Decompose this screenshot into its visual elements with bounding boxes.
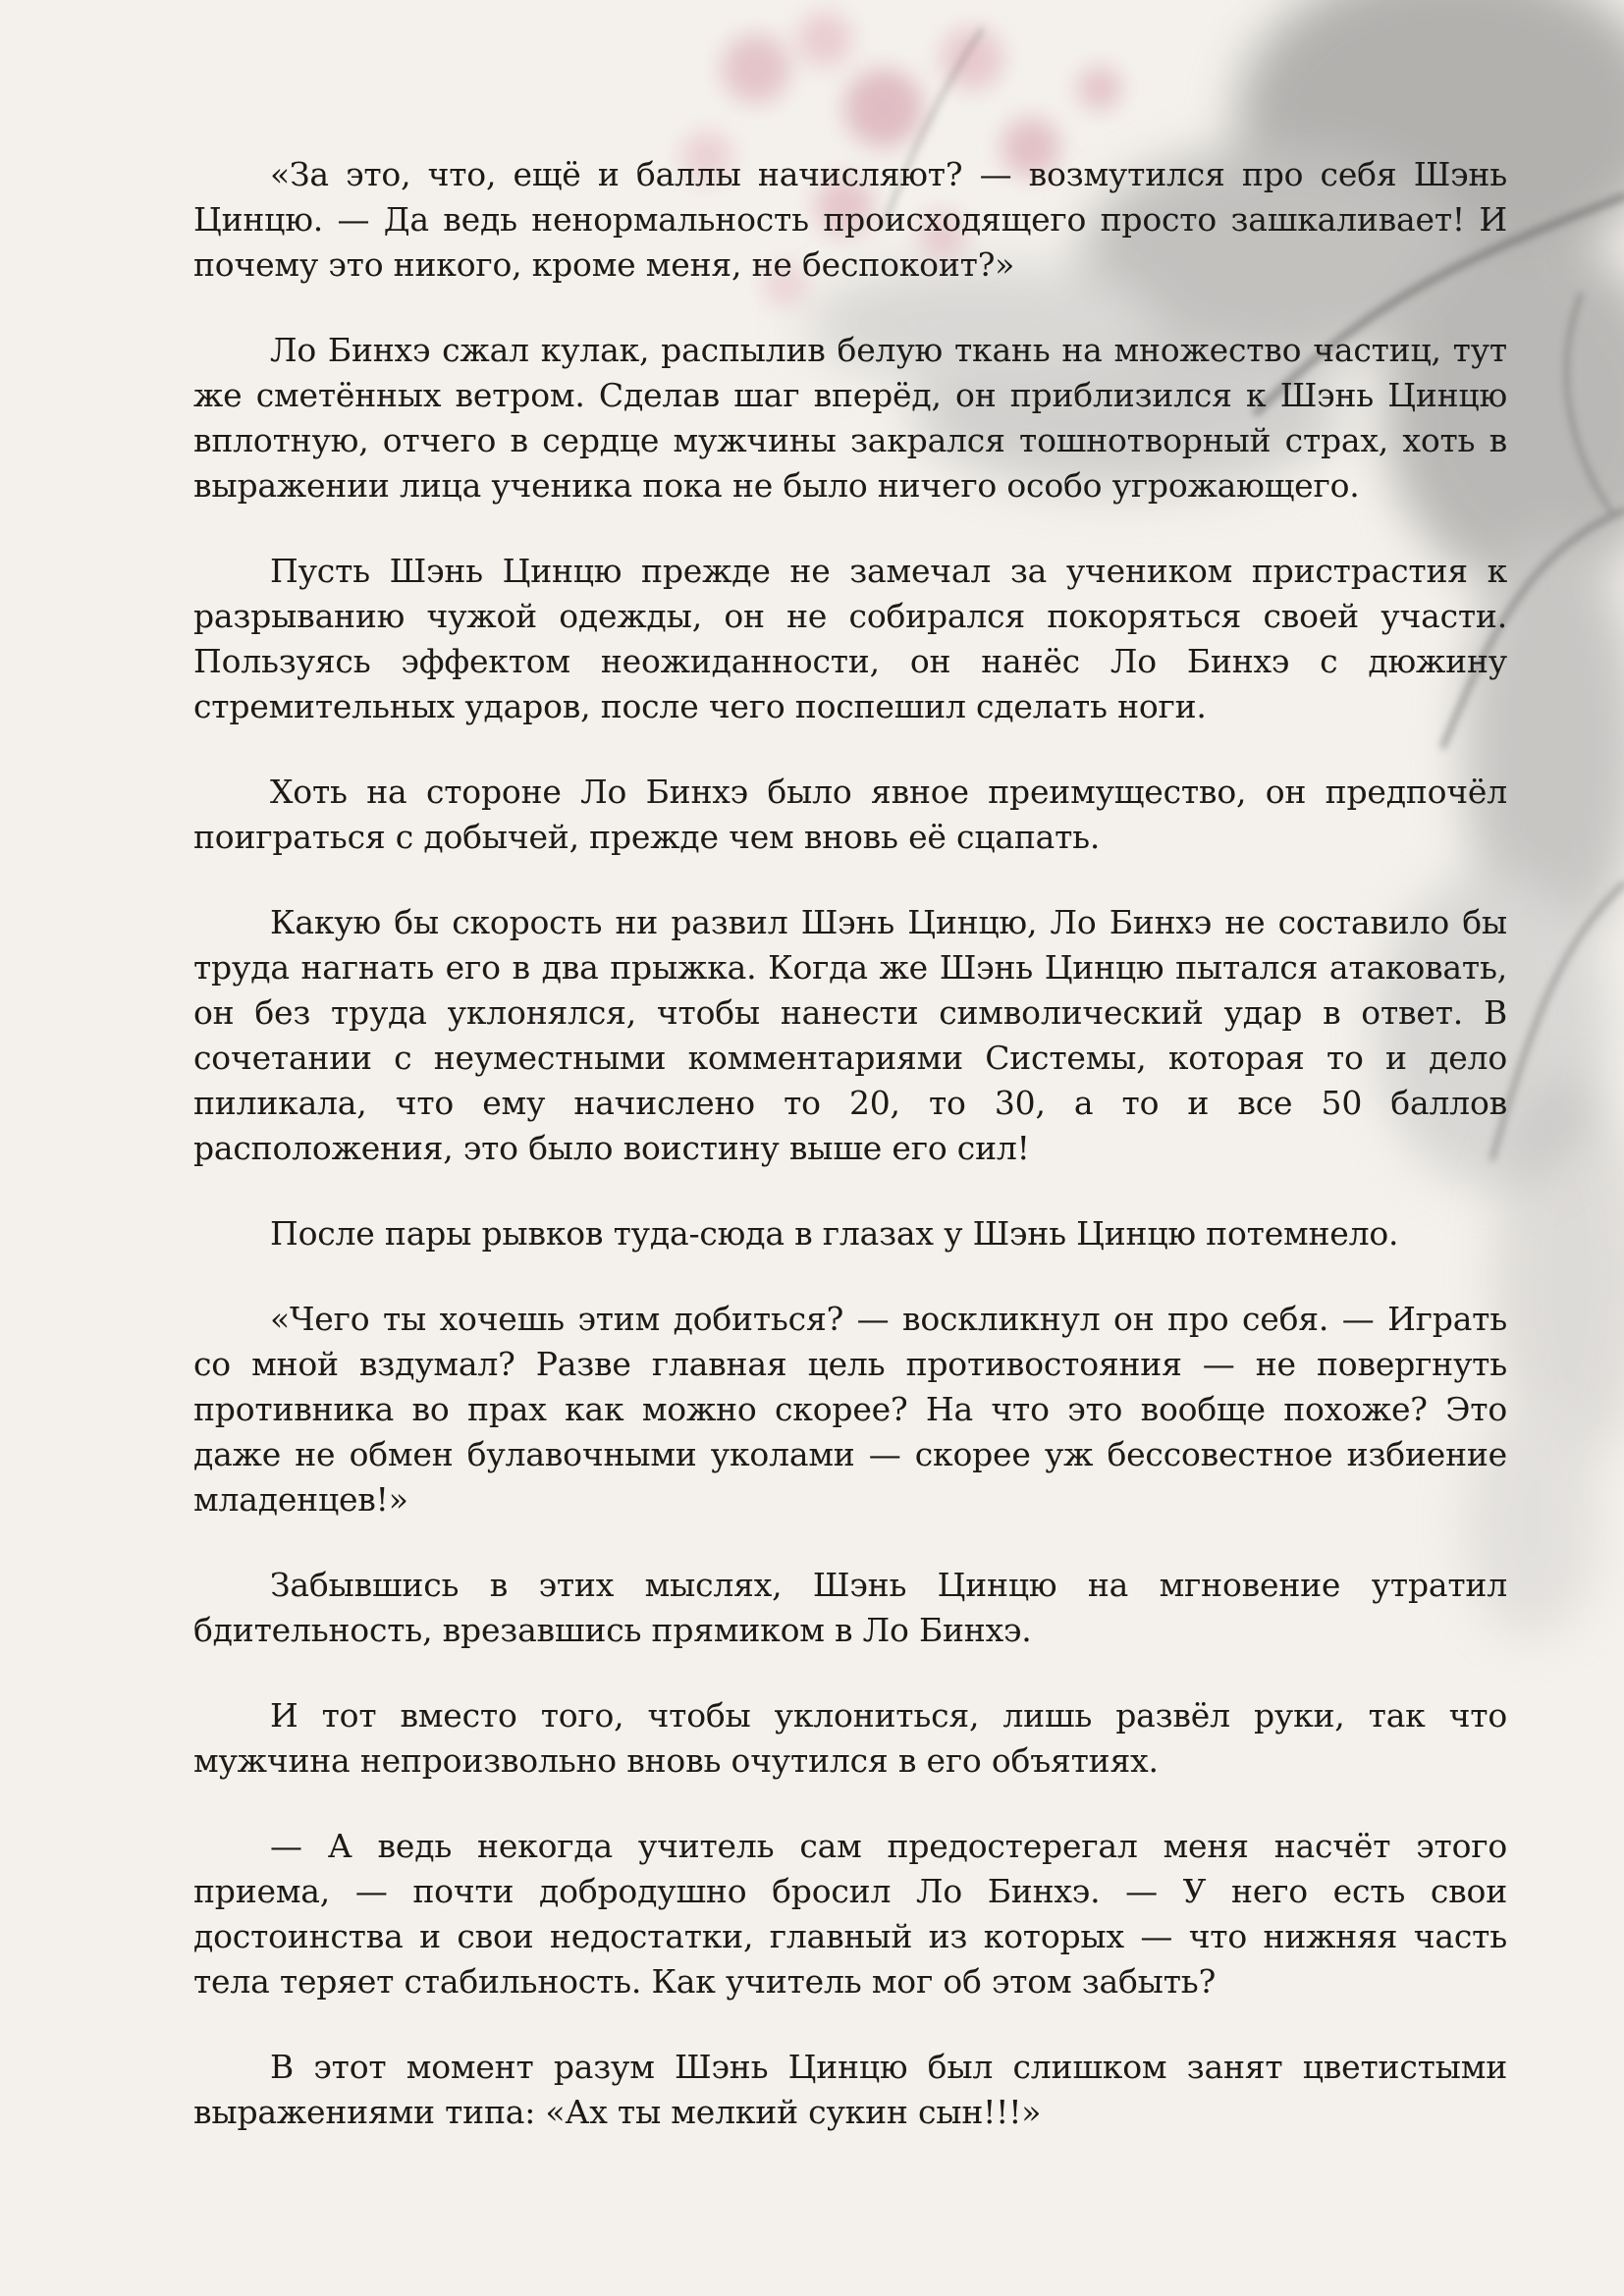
paragraph: После пары рывков туда-сюда в глазах у Шэнь Цинцю потемнело. <box>270 1214 1399 1253</box>
paragraph: «Чего ты хочешь этим добиться? — воскликнул он про себя. — Играть со мной вздумал? Разве главная цель противостояния — не повергнуть противника во прах как можно скорее? На что это вообще похоже? Это даже не обмен булавочными уколами — скорее уж бессовестное избиение младенцев!» <box>193 1300 1507 1519</box>
paragraph: Пусть Шэнь Цинцю прежде не замечал за учеником пристрастия к разрыванию чужой одежды, он не собирался покоряться своей участи. Пользуясь эффектом неожиданности, он нанёс Ло Бинхэ с дюжину стремительных ударов, после чего поспешил сделать ноги. <box>193 552 1507 725</box>
paragraph: Какую бы скорость ни развил Шэнь Цинцю, Ло Бинхэ не составило бы труда нагнать его в два прыжка. Когда же Шэнь Цинцю пытался атаковать, он без труда уклонялся, чтобы нанести символический удар в ответ. В сочетании с неуместными комментариями Системы, которая то и дело пиликала, что ему начислено то 20, то 30, а то и все 50 баллов расположения, это было воистину выше его сил! <box>193 903 1507 1167</box>
paragraph: — А ведь некогда учитель сам предостерегал меня насчёт этого приема, — почти добродушно бросил Ло Бинхэ. — У него есть свои достоинства и свои недостатки, главный из которых — что нижняя часть тела теряет стабильность. Как учитель мог об этом забыть? <box>193 1827 1507 2001</box>
paragraph: Забывшись в этих мыслях, Шэнь Цинцю на мгновение утратил бдительность, врезавшись прямиком в Ло Бинхэ. <box>193 1566 1507 1649</box>
text-body <box>193 152 1507 2175</box>
paragraph: «За это, что, ещё и баллы начисляют? — возмутился про себя Шэнь Цинцю. — Да ведь ненормальность происходящего просто зашкаливает! И почему это никого, кроме меня, не беспокоит?» <box>193 155 1507 284</box>
paragraph: И тот вместо того, чтобы уклониться, лишь развёл руки, так что мужчина непроизвольно вновь очутился в его объятиях. <box>193 1696 1507 1780</box>
paragraph: Хоть на стороне Ло Бинхэ было явное преимущество, он предпочёл поиграться с добычей, прежде чем вновь её сцапать. <box>193 773 1507 856</box>
paragraph: Ло Бинхэ сжал кулак, распылив белую ткань на множество частиц, тут же сметённых ветром. Сделав шаг вперёд, он приблизился к Шэнь Цинцю вплотную, отчего в сердце мужчины закрался тошнотворный страх, хоть в выражении лица ученика пока не было ничего особо угрожающего. <box>193 331 1507 505</box>
paragraph: В этот момент разум Шэнь Цинцю был слишком занят цветистыми выражениями типа: «Ах ты мелкий сукин сын!!!» <box>193 2048 1507 2131</box>
